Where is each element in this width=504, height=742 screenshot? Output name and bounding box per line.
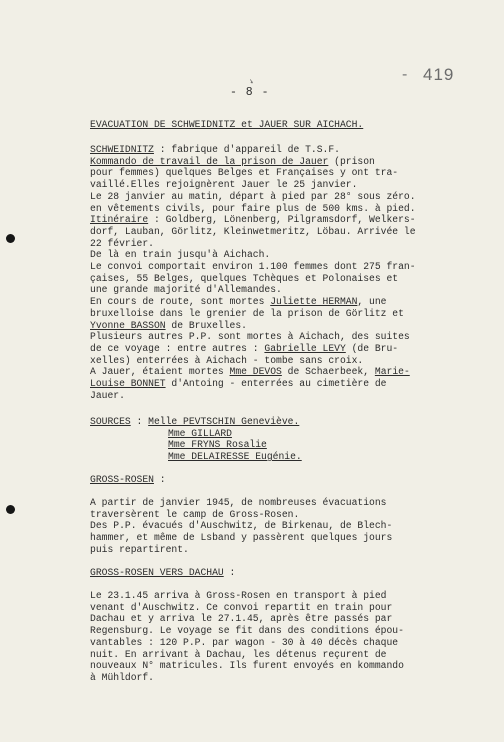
text-line: Dachau et y arriva le 27.1.45, après être passés par xyxy=(90,613,393,625)
tick-mark: ↘ xyxy=(247,76,256,87)
text-line: de ce voyage : entre autres : Gabrielle LEVY (de Bru- xyxy=(90,342,399,354)
text-line: Louise BONNET d'Antoing - enterrées au cimetière de xyxy=(90,378,387,389)
section-title: EVACUATION DE SCHWEIDNITZ et JAUER SUR AICHACH. xyxy=(90,119,364,130)
text-line: bruxelloise dans le grenier de la prison de Görlitz et xyxy=(90,307,404,319)
text-line: puis repartirent. xyxy=(90,543,189,555)
itineraire-label: Itinéraire xyxy=(90,214,149,226)
text-line: Itinéraire : Goldberg, Lönenberg, Pilgramsdorf, Welkers- xyxy=(90,214,416,226)
source-entry: Mme GILLARD xyxy=(168,427,232,439)
text-line: en vêtements civils, pour faire plus de 500 kms. à pied. xyxy=(90,202,416,214)
text-line: Le 23.1.45 arriva à Gross-Rosen en transport à pied xyxy=(90,590,387,601)
sources-line: SOURCES : Melle PEVTSCHIN Geneviève. xyxy=(90,416,300,427)
text-line: En cours de route, sont mortes Juliette HERMAN, une xyxy=(90,296,387,308)
text-line: à Mühldorf. xyxy=(90,671,154,683)
gross-rosen-heading: GROSS-ROSEN : xyxy=(90,474,166,485)
text-line: A Jauer, étaient mortes Mme DEVOS de Schaerbeek, Marie- xyxy=(90,366,410,378)
text-line: vaillé.Elles rejoignèrent Jauer le 25 janvier. xyxy=(90,179,358,191)
text-line: pour femmes) quelques Belges et Françaises y ont tra- xyxy=(90,167,399,179)
text-line: Le convoi comportait environ 1.100 femmes dont 275 fran- xyxy=(90,261,416,272)
punch-hole-bottom xyxy=(6,505,15,514)
kommando-label: Kommando de travail de la prison de Jauer xyxy=(90,155,329,167)
text-line: Regensburg. Le voyage se fit dans des conditions épou- xyxy=(90,625,404,637)
text-line: Jauer. xyxy=(90,389,125,401)
name-juliette-herman: Juliette HERMAN xyxy=(270,296,358,308)
source-entry: Mme DELAIRESSE Eugénie. xyxy=(168,451,302,463)
text-line: une grande majorité d'Allemandes. xyxy=(90,284,282,296)
sources-label: SOURCES xyxy=(90,416,131,427)
text-line: xelles) enterrées à Aichach - tombe sans croix. xyxy=(90,354,364,366)
schweidnitz-label: SCHWEIDNITZ xyxy=(90,144,154,155)
text-line: traversèrent le camp de Gross-Rosen. xyxy=(90,508,300,520)
name-mme-devos: Mme DEVOS xyxy=(229,366,282,378)
text-line: Yvonne BASSON de Bruxelles. xyxy=(90,319,247,331)
text-line: Des P.P. évacués d'Auschwitz, de Birkenau, de Blech- xyxy=(90,520,393,532)
typed-page-number: - 8 - xyxy=(230,86,270,99)
text-line: dorf, Lauban, Görlitz, Kleinwetmeritz, Löbau. Arrivée le xyxy=(90,225,416,237)
text-line: SCHWEIDNITZ : fabrique d'appareil de T.S.F. xyxy=(90,144,340,155)
handwritten-page-number: 419 xyxy=(423,65,455,84)
text-line: vantables : 120 P.P. par wagon - 30 à 40 décès chaque xyxy=(90,636,399,648)
text-line: Le 28 janvier au matin, départ à pied par 28° sous zéro. xyxy=(90,190,416,202)
document-body xyxy=(90,0,500,683)
text-line: venant d'Auschwitz. Ce convoi repartit en train pour xyxy=(90,601,393,613)
name-marie-louise-bonnet-part2: Louise BONNET xyxy=(90,378,166,389)
name-marie-louise-bonnet-part1: Marie- xyxy=(374,366,410,378)
text-line: nuit. En arrivant à Dachau, les détenus reçurent de xyxy=(90,648,387,660)
text-line: Kommando de travail de la prison de Jauer (prison xyxy=(90,155,375,167)
text-line: Plusieurs autres P.P. sont mortes à Aichach, des suites xyxy=(90,331,410,343)
text-line: A partir de janvier 1945, de nombreuses évacuations xyxy=(90,497,387,508)
gross-rosen-dachau-heading: GROSS-ROSEN VERS DACHAU : xyxy=(90,567,236,578)
page-number-dash: - xyxy=(402,66,408,83)
source-entry: Mme FRYNS Rosalie xyxy=(168,439,267,451)
name-gabrielle-levy: Gabrielle LEVY xyxy=(264,342,346,354)
source-entry: Melle PEVTSCHIN Geneviève. xyxy=(148,416,300,427)
punch-hole-top xyxy=(6,234,15,243)
text-line: De là en train jusqu'à Aichach. xyxy=(90,249,271,261)
text-line: nouveaux N° matricules. Ils furent envoyés en kommando xyxy=(90,660,404,672)
text-line: hammer, et même de Lsband y passèrent quelques jours xyxy=(90,532,393,544)
text-line: 22 février. xyxy=(90,237,154,249)
name-yvonne-basson: Yvonne BASSON xyxy=(90,319,166,331)
text-line: çaises, 55 Belges, quelques Tchèques et Polonaises et xyxy=(90,272,399,284)
